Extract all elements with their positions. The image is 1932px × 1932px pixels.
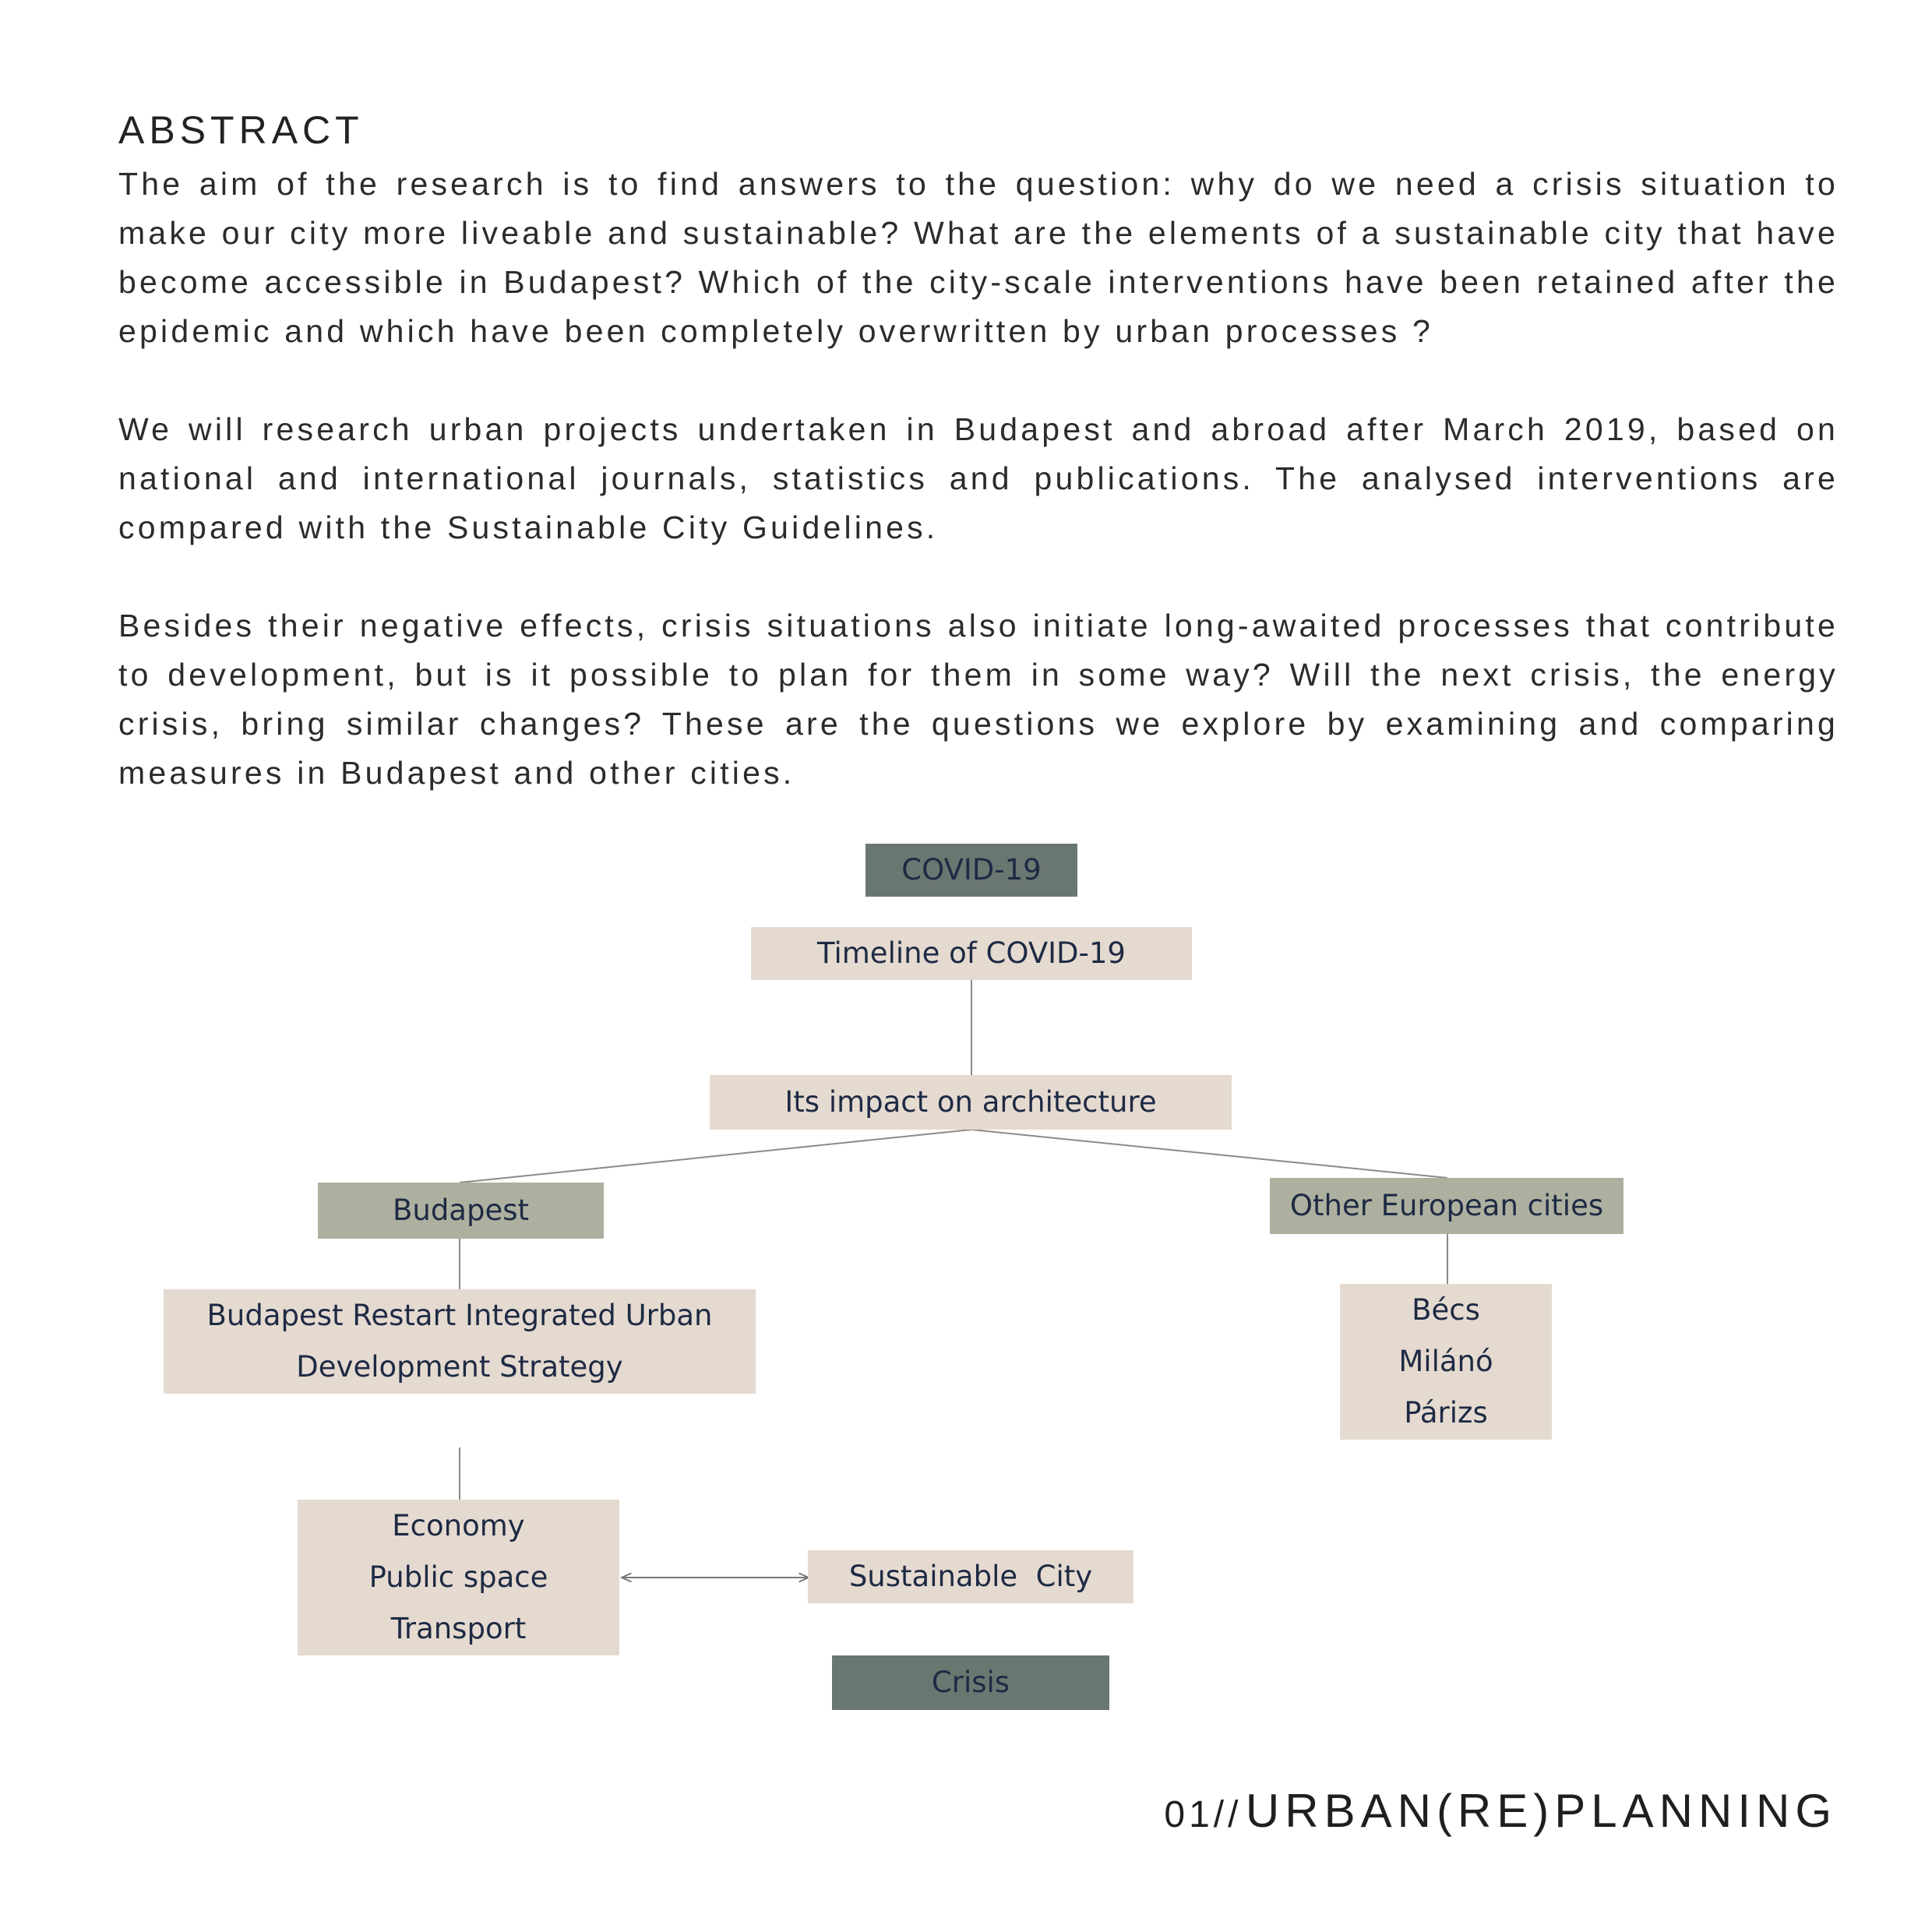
node-other-cities: [1270, 1178, 1624, 1234]
node-impact-label: Its impact on architecture: [784, 1085, 1157, 1119]
node-other-cities-label: Other European cities: [1289, 1189, 1604, 1222]
node-topics: [298, 1500, 619, 1655]
city-item: Párizs: [1404, 1396, 1488, 1430]
section-title: URBAN(RE)PLANNING: [1245, 1785, 1837, 1837]
city-item: Bécs: [1412, 1293, 1480, 1327]
node-strategy-label: Development Strategy: [296, 1350, 623, 1384]
page-number: 01//: [1164, 1794, 1243, 1835]
footer: [1164, 1784, 1837, 1838]
abstract-heading: ABSTRACT: [118, 108, 364, 152]
connector-impact-budapest: [460, 1130, 971, 1183]
abstract-paragraph: Besides their negative effects, crisis situations also initiate long-awaited processes that contribute to development, but is it possible to plan for them in some way? Will the next crisis, the energy crisis, bring similar changes? These are the questions we explore by examining and comparing measures in Budapest and other cities.: [118, 608, 1839, 791]
node-sustainable-city: [808, 1550, 1133, 1603]
node-sustainable-city-label: Sustainable City: [848, 1560, 1093, 1593]
node-strategy: [164, 1289, 756, 1394]
node-impact: [710, 1075, 1232, 1130]
node-cities-list: [1340, 1284, 1552, 1440]
abstract-paragraph: The aim of the research is to find answers to the question: why do we need a crisis situation to make our city more liveable and sustainable? What are the elements of a sustainable city that have become accessible in Budapest? Which of the city-scale interventions have been retained after the epidemic and which have been completely overwritten by urban processes ?: [118, 166, 1839, 349]
node-crisis-label: Crisis: [931, 1666, 1010, 1699]
node-timeline: [751, 927, 1192, 980]
node-covid-label: COVID-19: [901, 853, 1042, 887]
topic-item: Public space: [368, 1560, 548, 1594]
node-budapest: [318, 1183, 604, 1239]
node-strategy-label: Budapest Restart Integrated Urban: [206, 1299, 713, 1332]
node-timeline-label: Timeline of COVID-19: [817, 936, 1126, 970]
node-covid: [866, 844, 1077, 897]
abstract-paragraph: We will research urban projects undertaken in Budapest and abroad after March 2019, based on national and international journals, statistics and publications. The analysed interventions are compared with the Sustainable City Guidelines.: [118, 411, 1839, 545]
topic-item: Transport: [390, 1612, 527, 1645]
topic-item: Economy: [392, 1509, 525, 1542]
connector-impact-other: [971, 1130, 1447, 1178]
node-budapest-label: Budapest: [392, 1193, 530, 1227]
city-item: Milánó: [1398, 1345, 1493, 1378]
node-crisis: [832, 1655, 1109, 1710]
